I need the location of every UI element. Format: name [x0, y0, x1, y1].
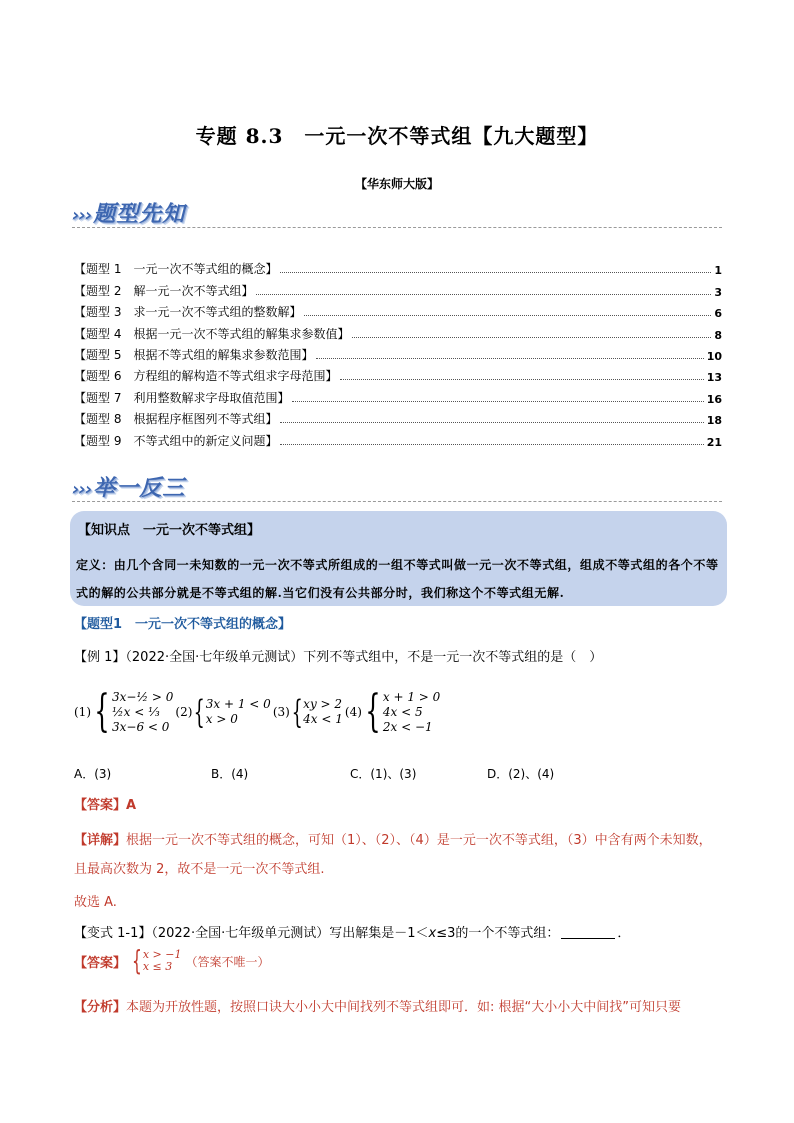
toc-page: 8 — [714, 328, 722, 342]
inequality-system-2 — [192, 693, 271, 731]
answer-tag: 【答案】 — [74, 798, 127, 813]
inequality: xy > 2 — [303, 697, 343, 711]
example-1-answer — [74, 794, 136, 813]
inequality: 3x−6 < 0 — [112, 719, 170, 734]
option-d[interactable]: D．(2)、(4) — [487, 767, 555, 781]
inequality: 3x−½ > 0 — [112, 689, 174, 704]
answer-blank[interactable] — [561, 938, 615, 939]
brace-icon: { — [94, 686, 110, 737]
variant-1-1-analysis — [74, 996, 734, 1015]
toc-leader — [280, 272, 711, 273]
brace-icon: { — [291, 693, 303, 731]
toc-row-8[interactable] — [74, 406, 722, 427]
toc-label: 【题型 3 求一元一次不等式组的整数解】 — [74, 305, 302, 320]
section-heading-1: 【题型1 一元一次不等式组的概念】 — [74, 617, 292, 632]
inequality: x > 0 — [205, 712, 238, 726]
brace-icon: { — [132, 944, 142, 977]
inequality-system-4 — [362, 686, 441, 737]
toc-label: 【题型 4 根据一元一次不等式组的解集求参数值】 — [74, 326, 350, 341]
variant-var: x — [428, 926, 437, 941]
toc-row-4[interactable] — [74, 320, 722, 341]
detail-text: 根据一元一次不等式组的概念，可知（1）、（2）、（4）是一元一次不等式组，（3）中含有两个未知数，且最高次数为 2，故不是一元一次不等式组. — [74, 833, 712, 877]
toc-page: 13 — [706, 371, 722, 385]
toc-leader — [304, 315, 711, 316]
knowledge-box — [70, 511, 727, 606]
toc-leader — [352, 337, 711, 338]
system-label: (4) — [344, 705, 362, 719]
toc-label: 【题型 8 根据程序框图列不等式组】 — [74, 412, 278, 427]
analysis-tag: 【分析】 — [74, 1000, 127, 1015]
banner-arrows-icon: ››› — [72, 205, 92, 226]
toc-label: 【题型 1 一元一次不等式组的概念】 — [74, 262, 278, 277]
variant-end: ． — [617, 926, 631, 941]
toc-leader — [256, 294, 711, 295]
toc-leader — [280, 444, 703, 445]
banner-preview-text: 题型先知 — [93, 202, 186, 227]
answer-value: A — [126, 798, 137, 813]
table-of-contents — [74, 256, 722, 449]
page-title: 专题 8.3 一元一次不等式组【九大题型】 — [195, 124, 599, 148]
toc-row-7[interactable] — [74, 384, 722, 405]
inequality: 4x < 5 — [382, 704, 423, 719]
example-1-detail — [74, 826, 724, 884]
toc-label: 【题型 2 解一元一次不等式组】 — [74, 283, 254, 298]
example-1-conclusion: 故选 A. — [74, 895, 117, 910]
toc-label: 【题型 7 利用整数解求字母取值范围】 — [74, 390, 290, 405]
toc-page: 6 — [714, 307, 722, 321]
banner-arrows-icon: ››› — [72, 479, 92, 500]
variant-mid: ≤3的一个不等式组： — [436, 926, 560, 941]
toc-row-6[interactable] — [74, 363, 722, 384]
option-a[interactable]: A．(3) — [74, 767, 112, 781]
toc-row-1[interactable] — [74, 256, 722, 277]
banner-preview — [72, 197, 185, 228]
knowledge-definition: 定义：由几个含同一未知数的一元一次不等式所组成的一组不等式叫做一元一次不等式组，组成不等式组的各个不等式的解的公共部分就是不等式组的解.当它们没有公共部分时，我们称这个不等式组无解. — [76, 558, 719, 600]
inequality: x > −1 — [142, 948, 182, 961]
toc-row-3[interactable] — [74, 299, 722, 320]
brace-icon: { — [365, 686, 381, 737]
toc-row-9[interactable] — [74, 427, 722, 448]
inequality: ½x < ⅓ — [112, 704, 160, 719]
divider — [72, 227, 722, 228]
toc-page: 1 — [714, 264, 722, 278]
toc-page: 18 — [706, 414, 722, 428]
toc-page: 10 — [706, 349, 722, 363]
inequality: 3x + 1 < 0 — [205, 697, 271, 711]
toc-row-5[interactable] — [74, 342, 722, 363]
inequality: x ≤ 3 — [142, 960, 173, 973]
toc-row-2[interactable] — [74, 277, 722, 298]
toc-page: 21 — [706, 435, 722, 449]
toc-leader — [292, 401, 703, 402]
variant-1-1-answer — [74, 944, 270, 977]
system-label: (3) — [272, 705, 290, 719]
toc-leader — [316, 358, 703, 359]
inequality-system-1 — [91, 686, 174, 737]
edition-label: 【华东师大版】 — [354, 177, 439, 191]
option-c[interactable]: C．(1)、(3) — [350, 767, 417, 781]
answer-system — [130, 944, 182, 977]
banner-examples-text: 举一反三 — [93, 476, 186, 501]
option-b[interactable]: B．(4) — [211, 767, 249, 781]
knowledge-title: 【知识点 一元一次不等式组】 — [78, 523, 261, 538]
banner-examples — [72, 471, 185, 502]
answer-note: （答案不唯一） — [185, 954, 270, 969]
inequality: 2x < −1 — [382, 719, 433, 734]
example-1-systems — [74, 683, 442, 741]
inequality-system-3 — [290, 693, 343, 731]
toc-leader — [280, 422, 703, 423]
divider — [72, 501, 722, 502]
toc-label: 【题型 6 方程组的解构造不等式组求字母范围】 — [74, 369, 338, 384]
example-1-question: 【例 1】（2022·全国·七年级单元测试）下列不等式组中，不是一元一次不等式组的是（ ） — [74, 650, 603, 665]
detail-tag: 【详解】 — [74, 833, 127, 848]
inequality: 4x < 1 — [303, 712, 343, 726]
inequality: x + 1 > 0 — [382, 689, 441, 704]
answer-tag: 【答案】 — [74, 955, 127, 971]
toc-label: 【题型 9 不等式组中的新定义问题】 — [74, 433, 278, 448]
system-label: (1) — [74, 705, 91, 719]
system-label: (2) — [175, 705, 193, 719]
variant-prefix: 【变式 1-1】（2022·全国·七年级单元测试）写出解集是－1＜ — [74, 926, 429, 941]
toc-leader — [340, 379, 703, 380]
toc-page: 16 — [706, 392, 722, 406]
analysis-text: 本题为开放性题，按照口诀大小小大中间找列不等式组即可．如: 根据“大小小大中间找”可知只要 — [126, 1000, 681, 1015]
toc-label: 【题型 5 根据不等式组的解集求参数范围】 — [74, 347, 314, 362]
variant-1-1-question — [74, 922, 630, 941]
toc-page: 3 — [714, 285, 722, 299]
brace-icon: { — [193, 693, 206, 731]
